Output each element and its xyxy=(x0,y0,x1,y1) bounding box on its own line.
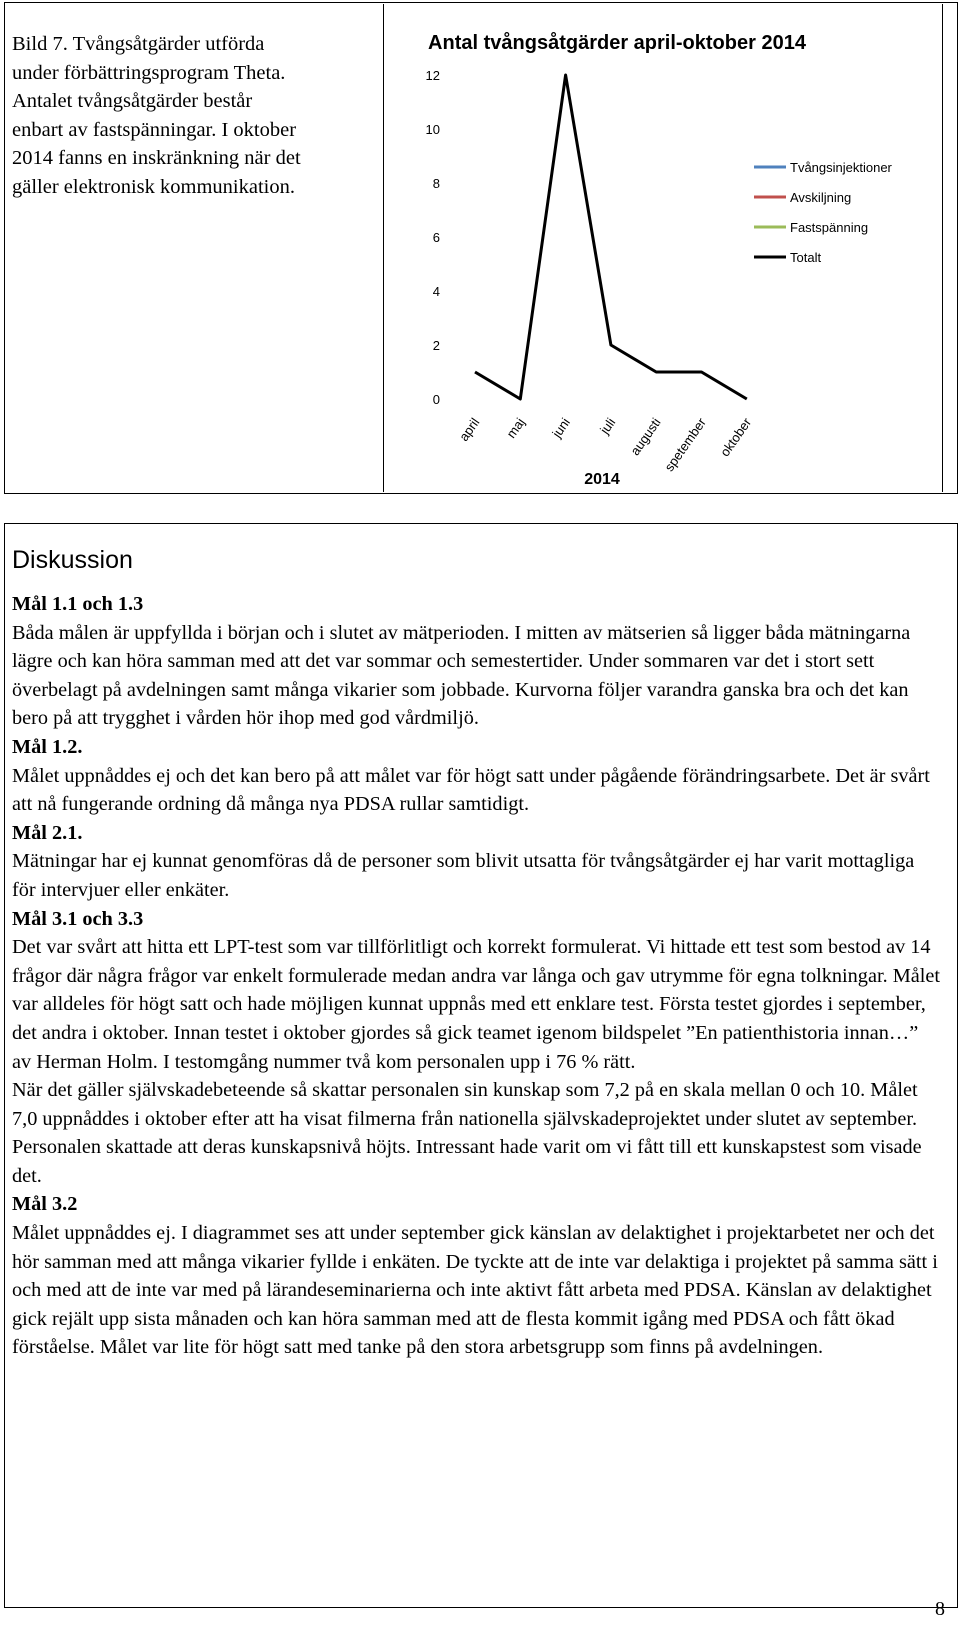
y-tick-label: 0 xyxy=(432,392,440,407)
series-line xyxy=(475,75,747,399)
y-tick-label: 2 xyxy=(432,338,440,353)
x-tick-label: april xyxy=(456,415,483,444)
y-tick-label: 6 xyxy=(432,230,440,245)
caption-line: Antalet tvångsåtgärder består xyxy=(12,90,253,112)
x-tick-label: spetember xyxy=(661,415,709,475)
paragraph: Det var svårt att hitta ett LPT-test som var tillförlitligt och korrekt formulerat. Vi hittade ett test som bestod av 14 frågor där några frågor var enkelt formulerade medan andra var långa och gav utrymme för egna tolkningar. Målet var alldeles för högt satt och hade möjligen kunnat uppnås med ett enklare test. Första testet gjordes i september, det andra i oktober. Innan testet i oktober gjordes så gick teamet igenom bildspelet ”En patienthistoria innan…” av Herman Holm. I testomgång nummer två kom personalen upp i 76 % rätt. xyxy=(12,936,941,1073)
caption-line: Bild 7. Tvångsåtgärder utförda xyxy=(12,33,265,55)
x-tick-label: augusti xyxy=(627,415,664,459)
caption-line: under förbättringsprogram Theta. xyxy=(12,61,286,84)
x-tick-label: maj xyxy=(503,415,528,441)
legend-label: Fastspänning xyxy=(790,220,869,235)
paragraph: Båda målen är uppfyllda i början och i slutet av mätperioden. I mitten av mätserien så ligger båda mätningarna lägre och kan höra samman med att det var sommar och semestertider. Under sommaren var det i stort sett överbelagt på avdelningen samt många vikarier som jobbade. Kurvorna följer varandra ganska bra och det kan bero på att trygghet i vården hör ihop med god vårdmiljö. xyxy=(12,621,911,730)
paragraph: När det gäller självskadebeteende så skattar personalen sin kunskap som 7,2 på en skala mellan 0 och 10. Målet 7,0 uppnåddes i oktober efter att ha visat filmerna från nationella självskadeprojektet under slutet av september. Personalen skattade att deras kunskapsnivå höjts. Intressant hade varit om vi fått till ett kunskapstest som visade det. xyxy=(12,1079,922,1187)
line-chart xyxy=(384,4,941,492)
chart-title: Antal tvångsåtgärder april-oktober 2014 xyxy=(428,32,806,54)
goal-heading: Mål 3.1 och 3.3 xyxy=(12,907,144,930)
caption-line: 2014 fanns en inskränkning när det xyxy=(12,147,301,169)
x-tick-label: juli xyxy=(596,415,619,437)
legend-label: Tvångsinjektioner xyxy=(790,160,892,175)
goal-heading: Mål 3.2 xyxy=(12,1193,78,1216)
goal-heading: Mål 1.2. xyxy=(12,735,83,758)
legend-label: Avskiljning xyxy=(790,190,852,205)
goal-heading: Mål 1.1 och 1.3 xyxy=(12,593,144,615)
paragraph: Mätningar har ej kunnat genomföras då de personer som blivit utsatta för tvångsåtgärder ej har varit mottagliga för intervjuer eller enkäter. xyxy=(12,850,915,901)
goal-heading: Mål 2.1. xyxy=(12,821,83,844)
y-tick-label: 8 xyxy=(432,176,440,191)
y-tick-label: 10 xyxy=(425,122,440,137)
y-tick-label: 12 xyxy=(425,68,440,83)
paragraph: Målet uppnåddes ej och det kan bero på att målet var för högt satt under pågående förändringsarbete. Det är svårt att nå fungerande ordning då många nya PDSA rullar samtidigt. xyxy=(12,764,930,816)
discussion-body xyxy=(12,590,942,1362)
page-number: 8 xyxy=(935,1598,945,1620)
x-tick-label: oktober xyxy=(717,415,755,460)
figure-caption xyxy=(12,30,352,201)
section-heading: Diskussion xyxy=(12,546,133,574)
caption-line: gäller elektronisk kommunikation. xyxy=(12,175,295,198)
legend-label: Totalt xyxy=(790,250,822,265)
paragraph: Målet uppnåddes ej. I diagrammet ses att under september gick känslan av delaktighet i projektarbetet ner och det hör samman med att många vikarier fyllde i enkäten. De tyckte att de inte var delaktiga i projektet på samma sätt i och med att de inte var med på lärandeseminarierna och inte aktivt fått arbeta med PDSA. Känslan av delaktighet gick rejält upp sista månaden och kan höra samman med att de flesta kommit igång med PDSA och fått ökad förståelse. Målet var lite för högt satt med tanke på den stora arbetsgrupp som finns på avdelningen. xyxy=(12,1222,938,1359)
y-tick-label: 4 xyxy=(432,284,440,299)
caption-line: enbart av fastspänningar. I oktober xyxy=(12,118,297,141)
x-tick-label: juni xyxy=(549,415,574,441)
chart-frame xyxy=(383,4,943,492)
x-axis-title: 2014 xyxy=(584,471,620,488)
